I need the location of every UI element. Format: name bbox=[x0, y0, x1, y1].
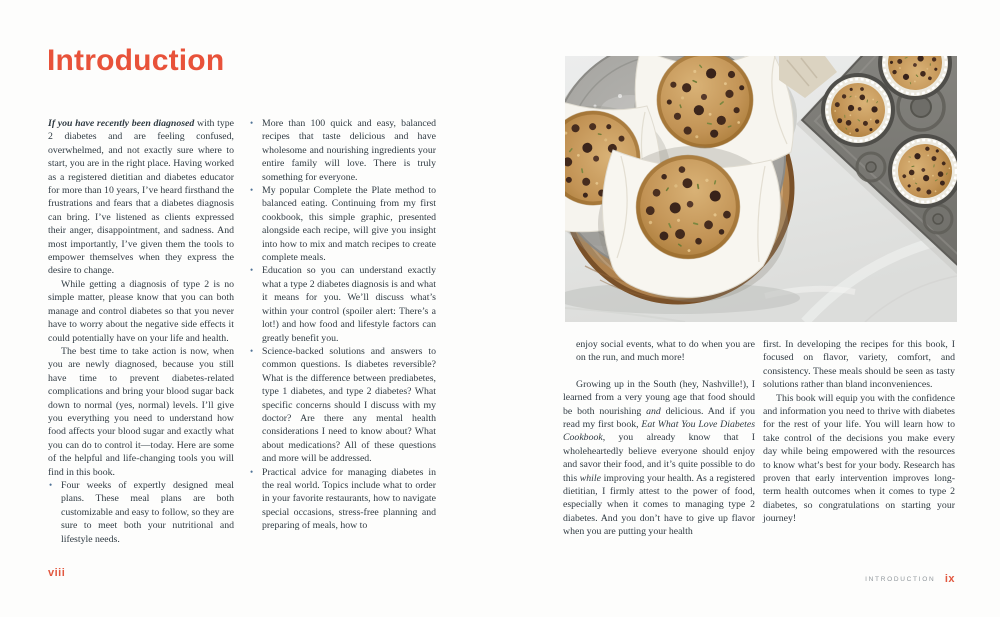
bullet-item: • Science-backed solutions and answers to common questions. Is diabetes reversible? What is the difference between prediabetes, type 1 diabetes, and type 2 diabetes? What specific concerns should I discuss with my doctor? Are there any mental health considerations I need to know about? What about medications? All of these questions and more will be addressed. bbox=[249, 345, 436, 466]
paragraph: The best time to take action is now, when you are newly diagnosed, because you still have time to prevent diabetes-related complications and bring your blood sugar back down to normal (yes, normal) levels. I’ll give you everything you need to understand how food affects your blood sugar and exactly what you can do to control it—today. Here are some of the helpful and life-changing tools you will find in this book. bbox=[48, 345, 234, 478]
right-column-1 bbox=[563, 338, 755, 539]
right-column-2 bbox=[763, 338, 955, 526]
paragraph: Growing up in the South (hey, Nashville!), I learned from a very young age that food should be both nourishing and delicious. And if you read my first book, Eat What You Love Diabetes Cookbook, you already know that I wholeheartedly believe everyone should enjoy and savor their food, and it’s quite possible to do this while improving your health. As a registered dietitian, I firmly attest to the power of food, especially when it comes to managing type 2 diabetes. And you don’t have to give up flavor when you are putting your health bbox=[563, 378, 756, 538]
bullet-item: • Education so you can understand exactly what a type 2 diabetes diagnosis is and what it means for you. We’ll discuss what’s within your control (spoiler alert: There’s a lot!) and how food and lifestyle factors can greatly benefit you. bbox=[249, 264, 436, 344]
paragraph: While getting a diagnosis of type 2 is no simple matter, please know that you can both manage and control diabetes so that you never have to worry about the negative side effects it could potentially have on your life and health. bbox=[48, 278, 234, 344]
bullet-item: • Practical advice for managing diabetes in the real world. Topics include what to order in your favorite restaurants, how to navigate special occasions, stress-free planning and preparing of meals, how to bbox=[249, 466, 436, 533]
page-number-left: viii bbox=[48, 567, 66, 579]
left-column-1 bbox=[48, 117, 234, 546]
paragraph: This book will equip you with the confidence and information you need to thrive with diabetes for the rest of your life. You will learn how to take control of the decisions you make every day while being empowered with the resources to know what’s best for your body. Research has proven that early intervention improves long-term health outcomes when it comes to type 2 diabetes, so congratulations on starting your journey! bbox=[763, 392, 955, 525]
page-title: Introduction bbox=[47, 44, 225, 77]
bullet-item: • My popular Complete the Plate method to balanced eating. Continuing from my first cookbook, this simple graphic, presented alongside each recipe, will give you insight into how to mix and match recipes to create complete meals. bbox=[249, 184, 436, 264]
bullet-continuation: enjoy social events, what to do when you are on the run, and much more! bbox=[576, 339, 755, 364]
running-footer bbox=[865, 569, 955, 587]
paragraph: first. In developing the recipes for this book, I focused on flavor, variety, comfort, and consistency. These meals should be seen as tasty solutions rather than bland inconveniences. bbox=[763, 339, 955, 391]
muffin bbox=[657, 56, 753, 148]
bullet-list bbox=[48, 479, 234, 546]
muffins-photo bbox=[565, 56, 957, 322]
muffins-photo-illustration bbox=[565, 56, 957, 322]
page-number-right: ix bbox=[944, 573, 955, 585]
bullet-item: • More than 100 quick and easy, balanced recipes that taste delicious and have wholesome and nourishing ingredients your entire family will love. There is truly something for everyone. bbox=[249, 117, 436, 184]
intro-paragraph: If you have recently been diagnosed with type 2 diabetes and are feeling confused, overwhelmed, and not exactly sure where to start, you are in the right place. Having worked as a registered dietitian and diabetes educator for more than 10 years, I’ve heard firsthand the frustrations and fears that a diabetes diagnosis can bring. I’ve listened as clients expressed their anger, disappointment, and sadness. And most importantly, I’ve given them the tools to empower themselves when they express the desire to change. bbox=[48, 118, 235, 277]
bullet-item: • Four weeks of expertly designed meal plans. These meal plans are both customizable and easy to follow, so they are sure to meet both your nutritional and lifestyle needs. bbox=[48, 479, 234, 546]
left-column-2 bbox=[249, 117, 436, 533]
running-head-label: INTRODUCTION bbox=[865, 576, 936, 583]
bullet-list bbox=[249, 117, 436, 533]
